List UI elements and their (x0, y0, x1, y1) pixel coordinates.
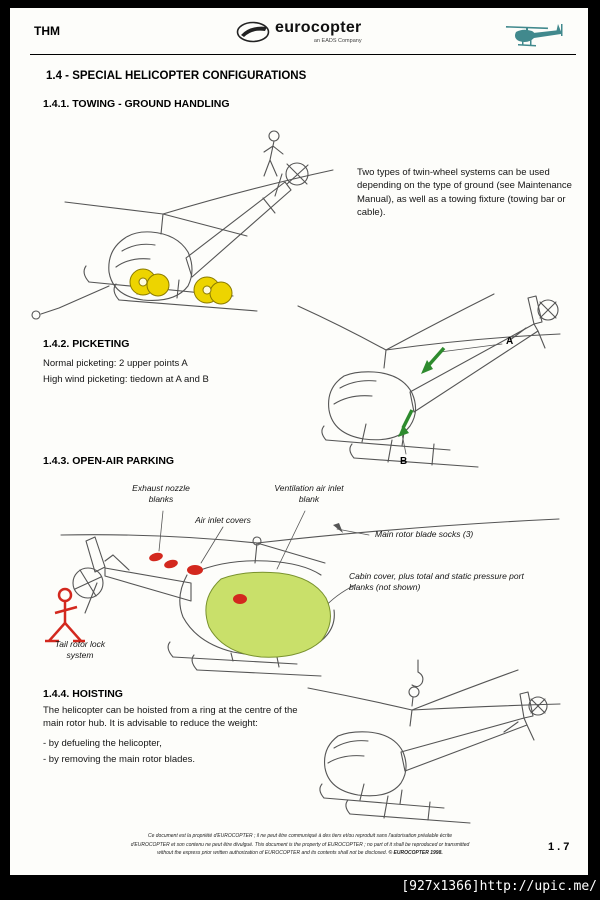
image-host-watermark: [927x1366]http://upic.me/ (0, 875, 600, 900)
header-divider (30, 54, 576, 55)
legal-line-2: d'EUROCOPTER et son contenu ne peut être divulgué. This document is the property of EUROCOPTER ; no part of it shall be reproduced or transmitted (130, 841, 470, 848)
eurocopter-logo-mark-icon (236, 21, 270, 43)
picketing-line-2: High wind picketing: tiedown at A and B (43, 374, 209, 385)
figure-picketing (282, 284, 574, 480)
wheel-hub (139, 278, 147, 286)
tow-ring (32, 311, 40, 319)
legal-notice (80, 832, 520, 858)
section-1-4-2-title: 1.4.2. PICKETING (43, 338, 130, 350)
picketing-point-b-label: B (400, 456, 408, 467)
tow-wheel-front-outer (147, 274, 169, 296)
section-1-4-3-title: 1.4.3. OPEN-AIR PARKING (43, 455, 175, 467)
cabin-cover-shape (206, 572, 331, 657)
section-1-4-4-title: 1.4.4. HOISTING (43, 688, 123, 700)
logo-tagline: an EADS Company (313, 38, 362, 44)
legal-copyright: © EUROCOPTER 1998. (388, 850, 443, 856)
picketing-point-a-label: A (506, 336, 514, 347)
label-rotor-blade-socks: Main rotor blade socks (3) (375, 529, 474, 539)
hoist-hook (412, 672, 423, 687)
logo-text-block (275, 19, 362, 44)
helicopter-silhouette-icon (504, 22, 572, 48)
tow-wheel-rear-outer (210, 282, 232, 304)
picketing-arrow-a-icon (421, 348, 444, 374)
section-1-4-title: 1.4 - SPECIAL HELICOPTER CONFIGURATIONS (46, 70, 307, 82)
logo-wordmark: eurocopter (275, 19, 362, 36)
figure-open-air-parking (25, 471, 577, 685)
picketing-helicopter-drawing (282, 284, 574, 480)
picketing-arrow-b-icon (398, 410, 412, 437)
label-air-inlet-covers: Air inlet covers (195, 515, 251, 525)
picketing-line-1: Normal picketing: 2 upper points A (43, 358, 188, 369)
hoisting-paragraph: The helicopter can be hoisted from a ring at the centre of the main rotor hub. It is advisable to reduce the weight: (43, 705, 298, 730)
doc-code: THM (34, 24, 60, 38)
label-tail-rotor-lock: Tail rotor lock system (54, 639, 106, 660)
document-page (10, 8, 588, 875)
hoisting-item-defuel: - by defueling the helicopter, (43, 737, 162, 749)
legal-line-1: Ce document est la propriété d'EUROCOPTER ; il ne peut être communiqué à des tiers et/ou reproduit sans l'autorisation préalable écrite (147, 833, 452, 839)
tail-rotor-lock-device (45, 589, 85, 641)
label-exhaust-nozzle-blanks: Exhaust nozzle blanks (132, 483, 190, 504)
eurocopter-logo (236, 19, 362, 44)
legal-line-3: without the express prior written authorization of EUROCOPTER and its contents shall not be disclosed. (157, 850, 388, 856)
page-number: 1 . 7 (548, 841, 570, 853)
wheel-hub (203, 286, 211, 294)
figure-hoisting (272, 656, 584, 834)
towing-paragraph: Two types of twin-wheel systems can be used depending on the type of ground (see Maintenance Manual), as well as a towing fixture (towing bar or cable). (357, 167, 572, 218)
label-cabin-cover: Cabin cover, plus total and static pressure port blanks (not shown) (349, 571, 524, 592)
hoist-ring (409, 687, 419, 697)
tow-cable (41, 286, 109, 314)
exhaust-blank-marks (148, 551, 179, 569)
hoisting-helicopter-drawing (272, 656, 584, 834)
section-1-4-1-title: 1.4.1. TOWING - GROUND HANDLING (43, 98, 230, 110)
hoisting-text-block (43, 704, 299, 766)
label-ventilation-blank: Ventilation air inlet blank (274, 483, 344, 504)
hoisting-item-blades: - by removing the main rotor blades. (43, 753, 196, 765)
